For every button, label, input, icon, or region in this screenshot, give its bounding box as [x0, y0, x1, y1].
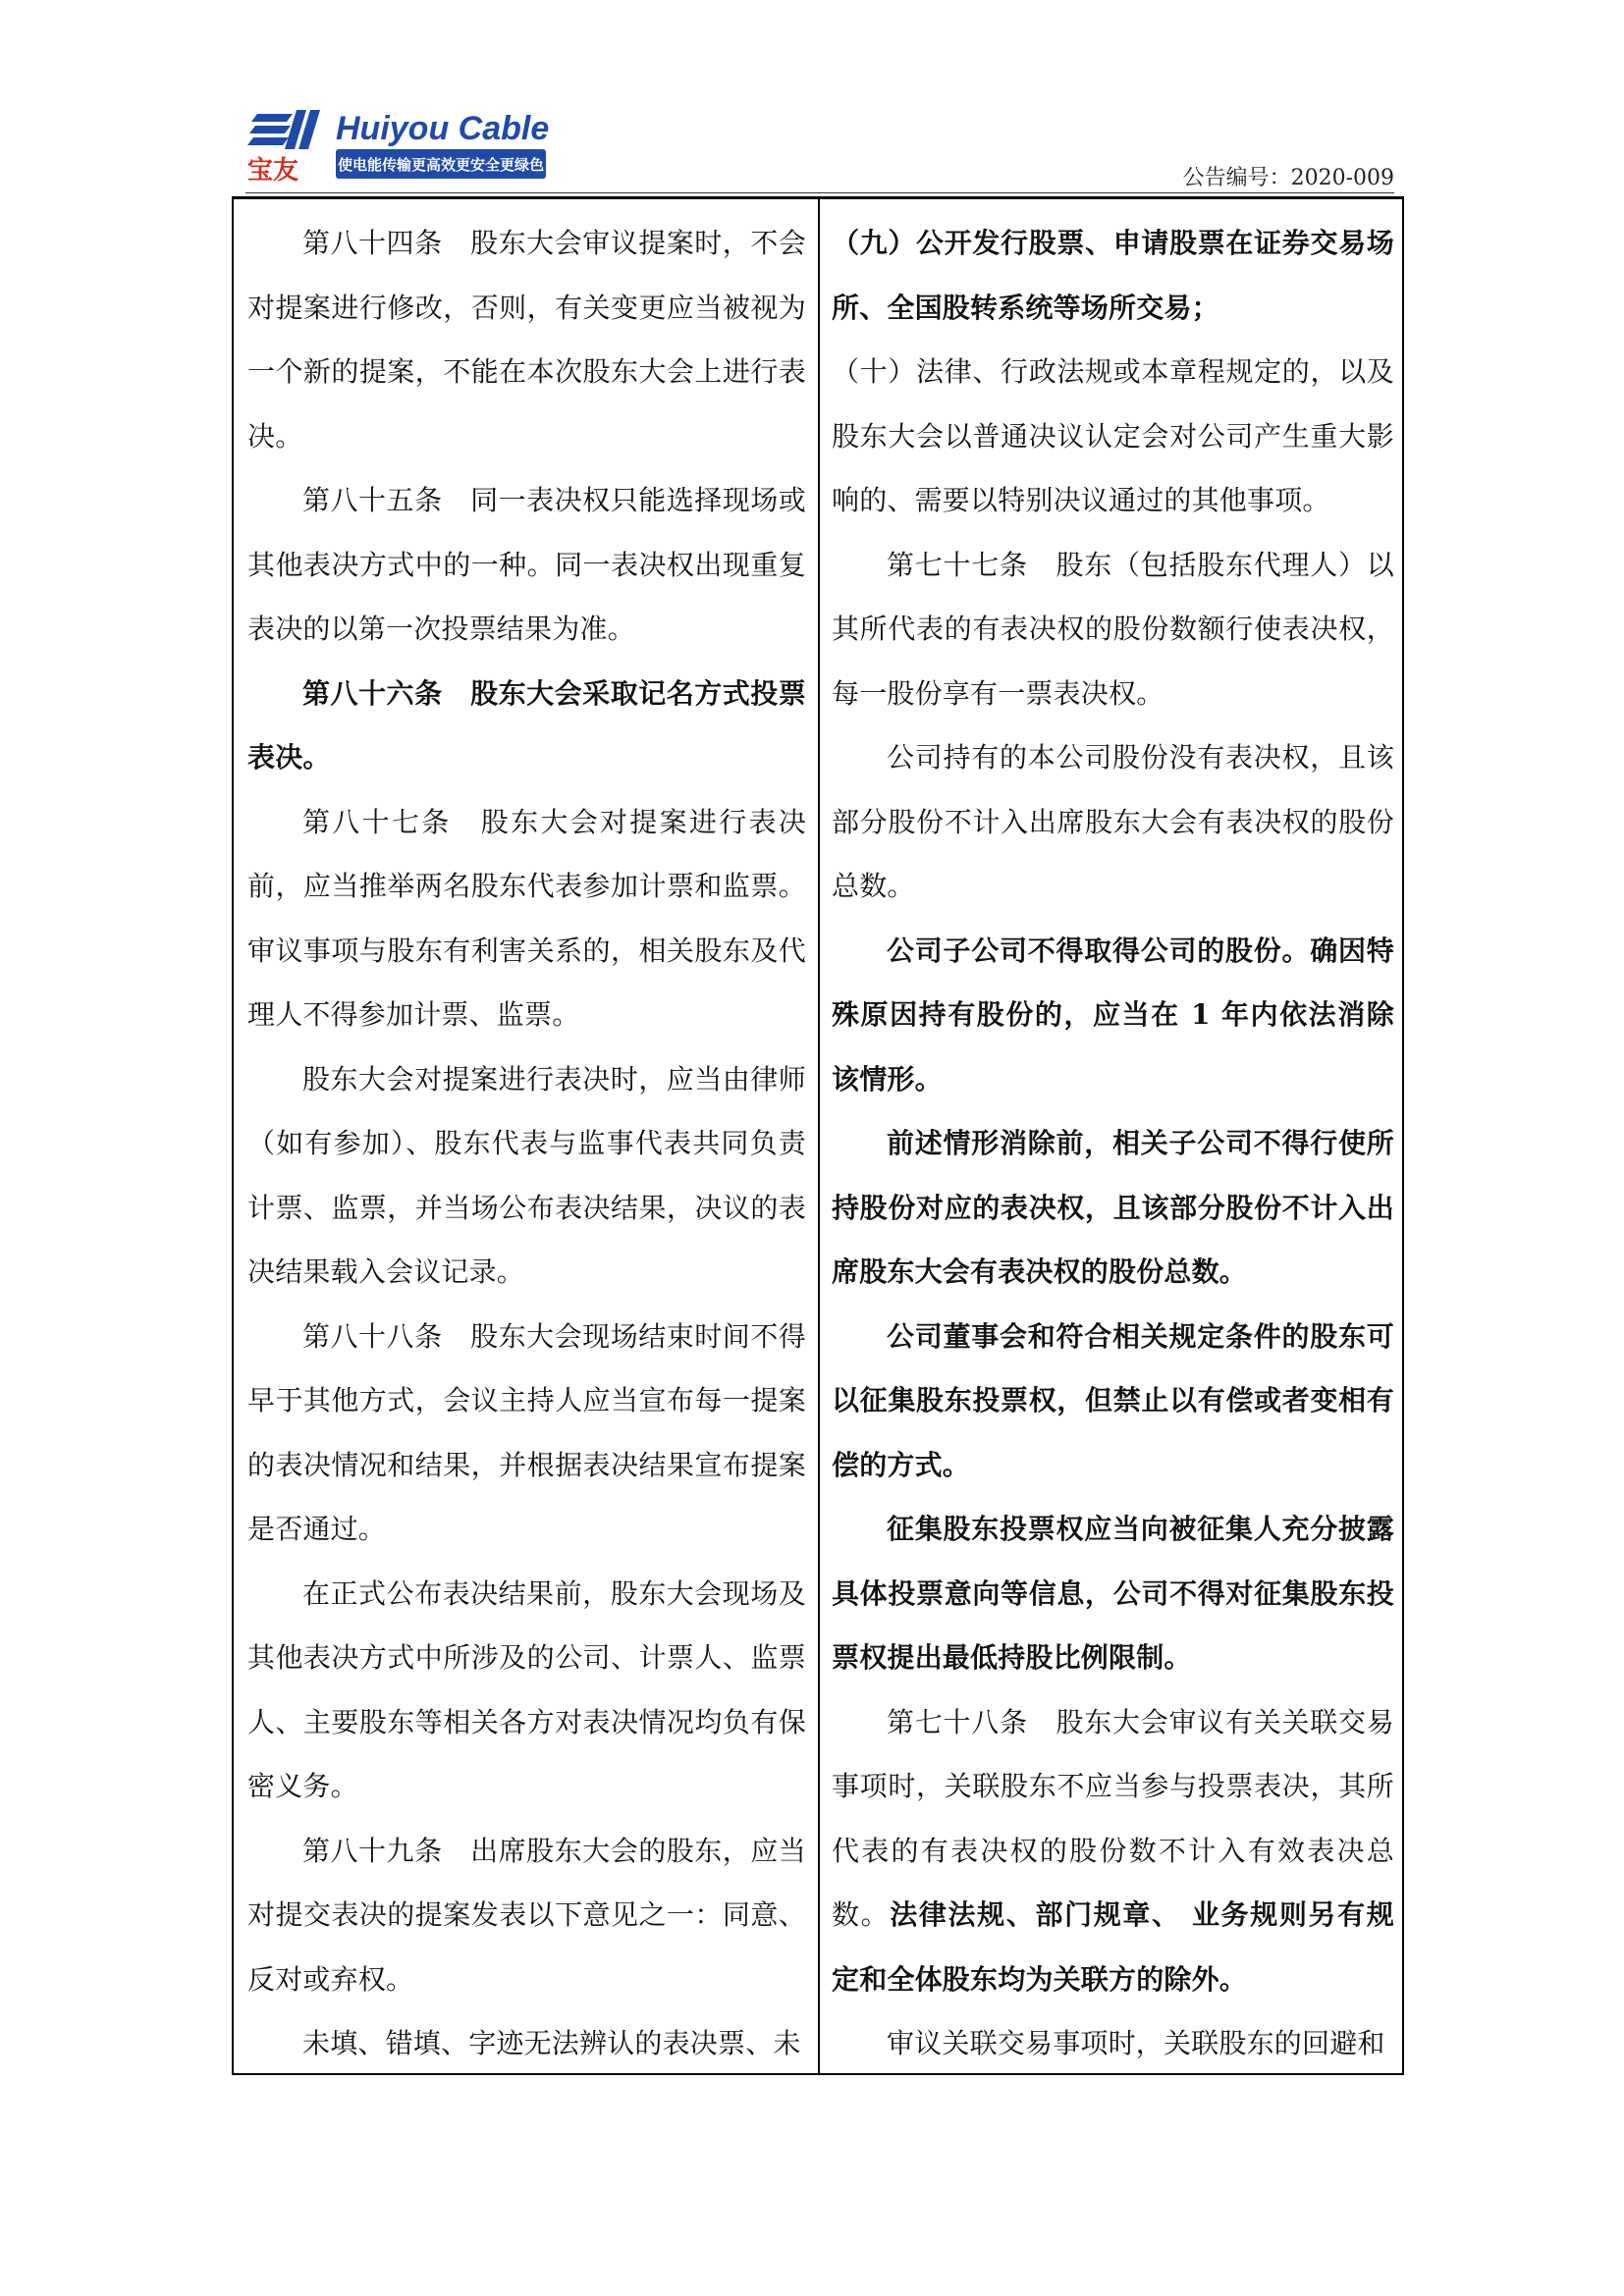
logo-brand-name: Huiyou Cable — [336, 110, 550, 147]
logo-graphic — [245, 106, 560, 183]
right-column — [820, 199, 1404, 2073]
right-paragraph: 审议关联交易事项时，关联股东的回避和 — [887, 2027, 1385, 2059]
logo-emblem-icon — [247, 110, 320, 149]
notice-number: 公告编号：2020-009 — [1182, 166, 1394, 190]
left-paragraph: 第八十九条 出席股东大会的股东，应当对提交表决的提案发表以下意见之一：同意、反对或弃权。 — [247, 1834, 806, 1996]
left-paragraph: 第八十四条 股东大会审议提案时，不会对提案进行修改，否则，有关变更应当被视为一个新的提案，不能在本次股东大会上进行表决。 — [247, 227, 806, 453]
right-paragraph: 征集股东投票权应当向被征集人充分披露具体投票意向等信息，公司不得对征集股东投票权提出最低持股比例限制。 — [832, 1513, 1394, 1674]
right-paragraph: 前述情形消除前，相关子公司不得行使所持股份对应的表决权，且该部分股份不计入出席股东大会有表决权的股份总数。 — [832, 1127, 1394, 1288]
page-header — [245, 106, 1394, 194]
header-divider — [245, 192, 1394, 193]
logo-chinese-name: 宝友 — [247, 156, 299, 183]
right-paragraph: 公司子公司不得取得公司的股份。确因特殊原因持有股份的，应当在 1 年内依法消除该情形。 — [832, 934, 1394, 1095]
left-paragraph: 第八十八条 股东大会现场结束时间不得早于其他方式，会议主持人应当宣布每一提案的表决情况和结果，并根据表决结果宣布提案是否通过。 — [247, 1319, 806, 1545]
company-logo — [245, 106, 560, 183]
right-paragraph: 公司董事会和符合相关规定条件的股东可以征集股东投票权，但禁止以有偿或者变相有偿的方式。 — [832, 1319, 1394, 1481]
right-paragraph: （十）法律、行政法规或本章程规定的，以及股东大会以普通决议认定会对公司产生重大影响的、需要以特别决议通过的其他事项。 — [832, 355, 1394, 516]
left-paragraph: 第八十五条 同一表决权只能选择现场或其他表决方式中的一种。同一表决权出现重复表决的以第一次投票结果为准。 — [247, 484, 806, 645]
logo-slogan: 使电能传输更高效更安全更绿色 — [337, 156, 545, 174]
left-paragraph: 第八十七条 股东大会对提案进行表决前，应当推举两名股东代表参加计票和监票。审议事项与股东有利害关系的，相关股东及代理人不得参加计票、监票。 — [247, 805, 806, 1031]
left-paragraph: 第八十六条 股东大会采取记名方式投票表决。 — [247, 676, 806, 774]
right-paragraph-bold: 法律法规、部门规章、 业务规则另有规定和全体股东均为关联方的除外。 — [832, 1898, 1394, 1996]
left-paragraph: 股东大会对提案进行表决时，应当由律师（如有参加）、股东代表与监事代表共同负责计票、监票，并当场公布表决结果，决议的表决结果载入会议记录。 — [247, 1062, 806, 1288]
left-column — [234, 199, 820, 2073]
left-paragraph: 未填、错填、字迹无法辨认的表决票、未 — [302, 2027, 801, 2059]
comparison-table — [232, 196, 1404, 2075]
left-paragraph: 在正式公布表决结果前，股东大会现场及其他表决方式中所涉及的公司、计票人、监票人、主要股东等相关各方对表决情况均负有保密义务。 — [247, 1576, 806, 1802]
right-paragraph: 第七十七条 股东（包括股东代理人）以其所代表的有表决权的股份数额行使表决权，每一股份享有一票表决权。 — [832, 548, 1394, 710]
right-paragraph: 公司持有的本公司股份没有表决权，且该部分股份不计入出席股东大会有表决权的股份总数。 — [832, 741, 1394, 902]
right-paragraph: （九）公开发行股票、申请股票在证券交易场所、全国股转系统等场所交易； — [832, 227, 1394, 324]
right-paragraph-normal: 第七十八条 股东大会审议有关关联交易事项时，关联股东不应当参与投票表决，其所代表的有表决权的股份数不计入有效表决总数。 — [832, 1705, 1394, 1931]
right-paragraph — [832, 1690, 1394, 2012]
